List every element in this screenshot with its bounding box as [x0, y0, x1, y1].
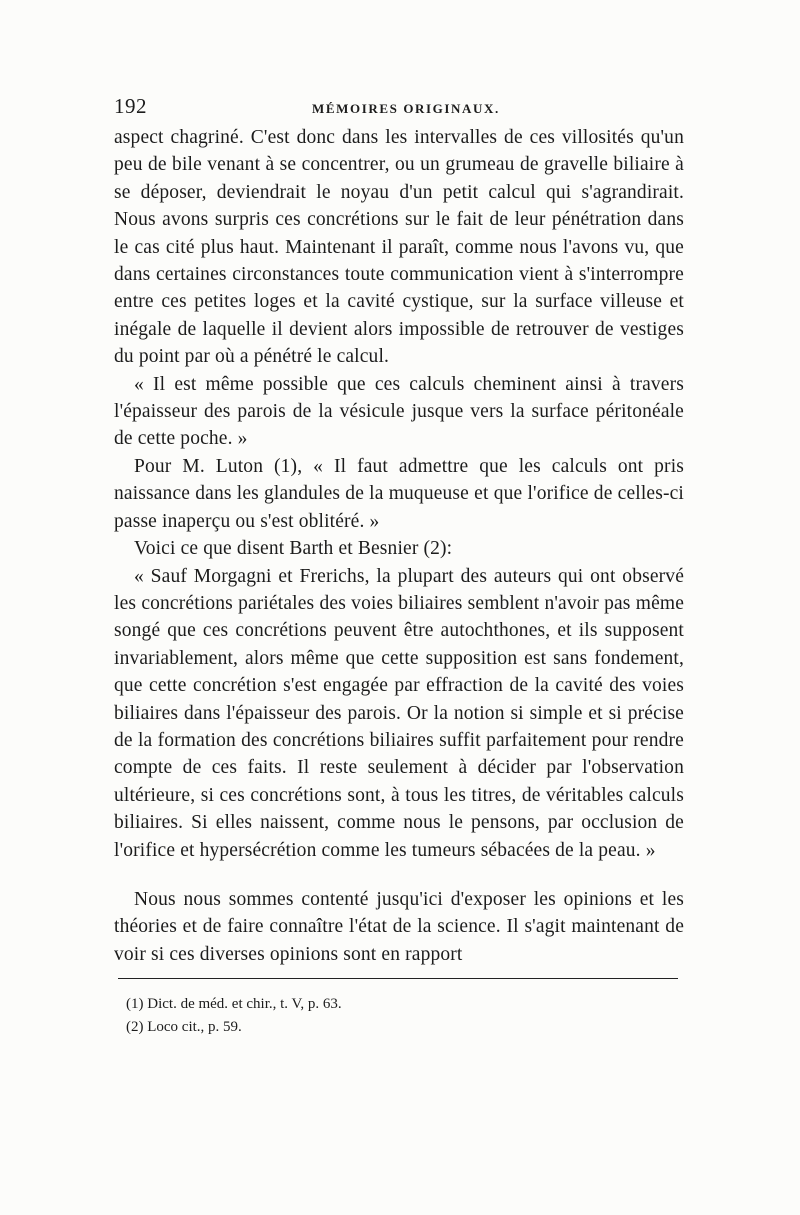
page-number: 192 — [114, 94, 147, 118]
body-text — [114, 124, 684, 968]
running-head: MÉMOIRES ORIGINAUX. — [312, 101, 500, 116]
paragraph-2: « Il est même possible que ces calculs cheminent ainsi à travers l'épaisseur des parois de la vésicule jusque vers la surface péritonéale de cette poche. » — [114, 373, 684, 450]
paragraph-1: aspect chagriné. C'est donc dans les intervalles de ces villosités qu'un peu de bile venant à se concentrer, ou un grumeau de gravelle biliaire à se déposer, deviendrait le noyau d'un petit calcul qui s'agrandirait. Nous avons surpris ces concrétions sur le fait de leur pénétration dans le cas cité plus haut. Maintenant il paraît, comme nous l'avons vu, que dans certaines circonstances toute communication vient à s'interrompre entre ces petites loges et la cavité cystique, sur la surface villeuse et inégale de laquelle il devient alors impossible de retrouver de vestiges du point par où a pénétré le calcul. — [114, 127, 684, 368]
footnote-divider — [118, 978, 678, 979]
page-header — [114, 94, 684, 124]
footnotes — [126, 993, 684, 1039]
paragraph-6: Nous nous sommes contenté jusqu'ici d'exposer les opinions et les théories et de faire connaître l'état de la science. Il s'agit maintenant de voir si ces diverses opinions sont en rapport — [114, 888, 684, 965]
book-page — [114, 94, 684, 1039]
paragraph-4: Voici ce que disent Barth et Besnier (2): — [134, 538, 453, 560]
paragraph-3: Pour M. Luton (1), « Il faut admettre que les calculs ont pris naissance dans les glandules de la muqueuse et que l'orifice de celles-ci passe inaperçu ou s'est oblitéré. » — [114, 455, 684, 532]
paragraph-5: « Sauf Morgagni et Frerichs, la plupart des auteurs qui ont observé les concrétions pariétales des voies biliaires semblent n'avoir pas même songé que ces concrétions peuvent être autochthones, et ils supposent invariablement, alors même que cette supposition est sans fondement, que cette concrétion s'est engagée par effraction de la cavité des voies biliaires dans l'épaisseur des parois. Or la notion si simple et si précise de la formation des concrétions biliaires suffit parfaitement pour rendre compte de ces faits. Il reste seulement à décider par l'observation ultérieure, si ces concrétions sont, à tous les titres, de véritables calculs biliaires. Si elles naissent, comme nous le pensons, par occlusion de l'orifice et hypersécrétion comme les tumeurs sébacées de la peau. » — [114, 565, 684, 861]
footnote-2: (2) Loco cit., p. 59. — [126, 1019, 242, 1036]
footnote-1: (1) Dict. de méd. et chir., t. V, p. 63. — [126, 996, 342, 1013]
